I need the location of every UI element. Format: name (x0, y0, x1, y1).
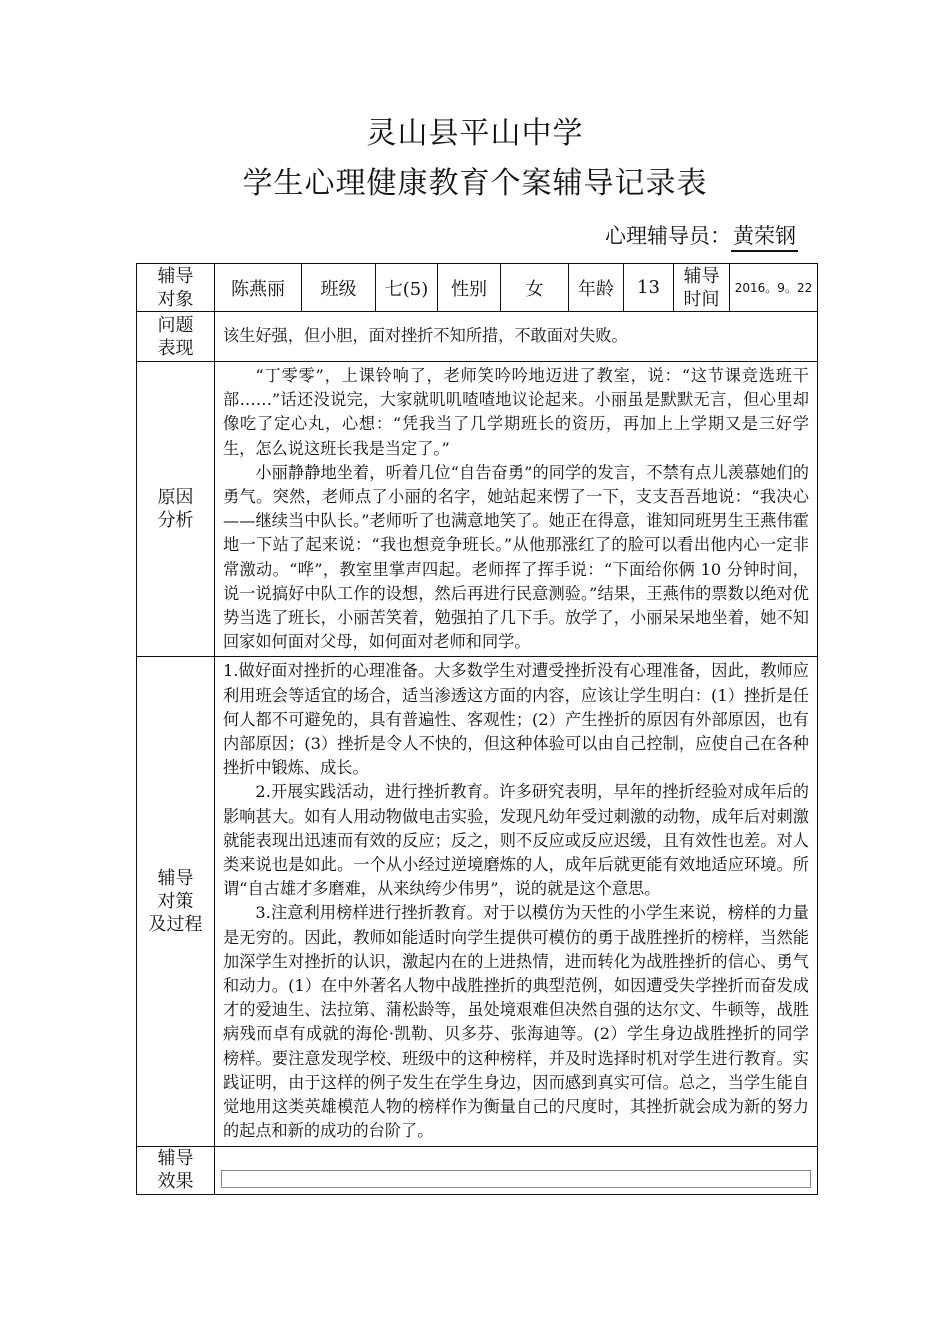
age-label: 年龄 (569, 264, 624, 312)
effect-row (137, 1146, 818, 1194)
class-value: 七(5) (376, 264, 438, 312)
strategy-label: 辅导 对策 及过程 (137, 657, 215, 1146)
effect-cell[interactable] (215, 1146, 818, 1194)
subject-row (137, 264, 818, 312)
counselor-name: 黄荣钢 (731, 224, 798, 252)
cause-label: 原因 分析 (137, 362, 215, 657)
age-value: 13 (624, 264, 674, 312)
record-table (136, 263, 818, 1195)
school-name: 灵山县平山中学 (366, 116, 584, 151)
form-title: 学生心理健康教育个案辅导记录表 (242, 166, 708, 201)
effect-input-box[interactable] (221, 1170, 811, 1188)
problem-row (137, 312, 818, 362)
counselor-label: 心理辅导员： (605, 224, 731, 248)
date-value: 2016。9。22 (730, 264, 818, 312)
strategy-paragraph-3: 3.注意利用榜样进行挫折教育。对于以模仿为天性的小学生来说，榜样的力量是无穷的。因此，教师如能适时向学生提供可模仿的勇于战胜挫折的榜样，当然能加深学生对挫折的认识，激起内在的上进热情，进而转化为战胜挫折的信心、勇气和动力。(1）在中外著名人物中战胜挫折的典型范例，如因遭受失学挫折而奋发成才的爱迪生、法拉第、蒲松龄等，虽处境艰难但决然自强的达尔文、牛顿等，战胜病残而卓有成就的海伦·凯勒、贝多芬、张海迪等。(2）学生身边战胜挫折的同学榜样。要注意发现学校、班级中的这种榜样，并及时选择时机对学生进行教育。实践证明，由于这样的例子发生在学生身边，因而感到真实可信。总之，当学生能自觉地用这类英雄模范人物的榜样作为衡量自己的尺度时，其挫折就会成为新的努力的起点和新的成功的台阶了。 (223, 903, 809, 1141)
class-label: 班级 (302, 264, 376, 312)
time-label: 辅导 时间 (674, 264, 730, 312)
strategy-paragraph-2: 2.开展实践活动，进行挫折教育。许多研究表明，早年的挫折经验对成年后的影响甚大。如有人用动物做电击实验，发现凡幼年受过刺激的动物，成年后对刺激就能表现出迅速而有效的反应；反之，则不反应或反应迟缓，且有效性也差。对人类来说也是如此。一个从小经过逆境磨炼的人，成年后就更能有效地适应环境。所谓“自古雄才多磨难，从来纨绔少伟男”，说的就是这个意思。 (223, 782, 809, 899)
subject-label: 辅导 对象 (137, 264, 215, 312)
strategy-row (137, 657, 818, 1146)
cause-paragraph-2: 小丽静静地坐着，听着几位“自告奋勇”的同学的发言，不禁有点儿羡慕她们的勇气。突然，老师点了小丽的名字，她站起来愣了一下，支支吾吾地说：“我决心——继续当中队长。”老师听了也满意地笑了。她正在得意，谁知同班男生王燕伟霍地一下站了起来说：“我也想竞争班长。”从他那涨红了的脸可以看出他内心一定非常激动。“哗”，教室里掌声四起。老师挥了挥手说：“下面给你俩 10 分钟时间，说一说搞好中队工作的设想，然后再进行民意测验。”结果，王燕伟的票数以绝对优势当选了班长，小丽苦笑着，勉强拍了几下手。放学了，小丽呆呆地坐着，她不知回家如何面对父母，如何面对老师和同学。 (223, 462, 809, 652)
gender-value: 女 (501, 264, 569, 312)
cause-paragraph-1: “丁零零”，上课铃响了，老师笑吟吟地迈进了教室，说：“这节课竞选班干部……”话还没说完，大家就叽叽喳喳地议论起来。小丽虽是默默无言，但心里却像吃了定心丸，心想：“凭我当了几学期班长的资历，再加上上学期又是三好学生，怎么说这班长我是当定了。” (223, 366, 809, 458)
gender-label: 性别 (438, 264, 501, 312)
strategy-text (215, 657, 818, 1146)
problem-text: 该生好强，但小胆，面对挫折不知所措，不敢面对失败。 (215, 312, 818, 362)
cause-row (137, 362, 818, 657)
cause-text (215, 362, 818, 657)
problem-label: 问题 表现 (137, 312, 215, 362)
counselor-line (605, 220, 798, 250)
strategy-paragraph-1: 1.做好面对挫折的心理准备。大多数学生对遭受挫折没有心理准备，因此，教师应利用班会等适宜的场合，适当渗透这方面的内容，应该让学生明白：(1）挫折是任何人都不可避免的，具有普遍性、客观性；(2）产生挫折的原因有外部原因，也有内部原因；(3）挫折是令人不快的，但这种体验可以由自己控制，应使自己在各种挫折中锻炼、成长。 (223, 661, 809, 778)
student-name: 陈燕丽 (215, 264, 302, 312)
effect-label: 辅导 效果 (137, 1146, 215, 1194)
